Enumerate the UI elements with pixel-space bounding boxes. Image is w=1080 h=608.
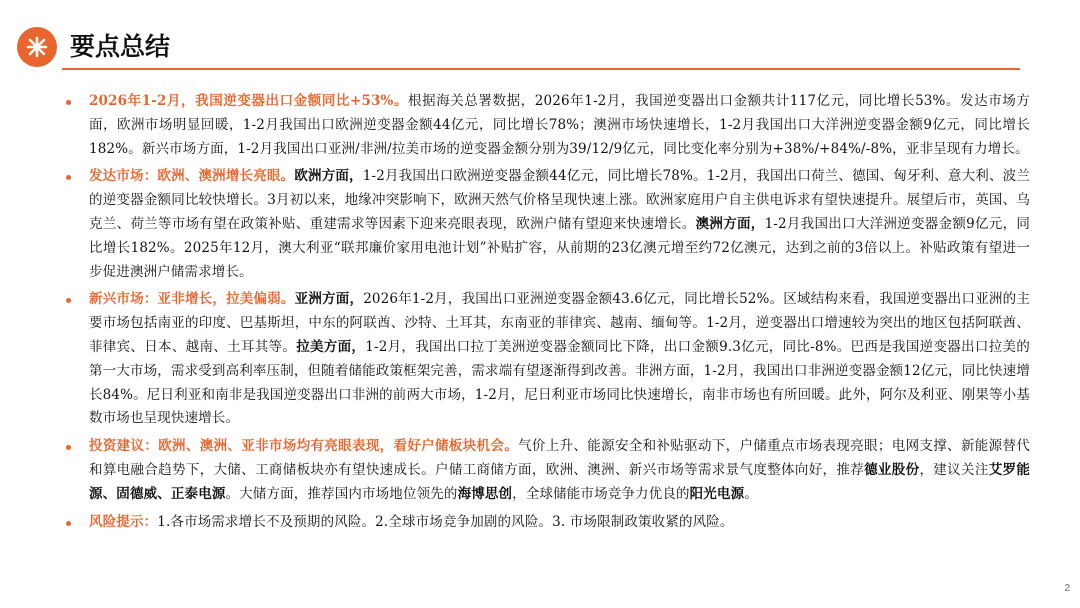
bullet-text: 根据海关总署数据，2026年1-2月，我国逆变器出口金额共计117亿元，同比增长53%。发达市场方面，欧洲市场明显回暖，1-2月我国出口欧洲逆变器金额44亿元，同比增长78%；澳洲市场快速增长，1-2月我国出口大洋洲逆变器金额9亿元，同比增长182%。新兴市场方面，1-2月我国出口亚洲/非洲/拉美市场的逆变器金额分别为39/12/9亿元，同比变化率分别为+38%/+84%/-8%，亚非呈现有力增长。 (89, 93, 1031, 157)
bullet-subhead-europe: 欧洲方面， (294, 168, 363, 185)
bullet-dot (66, 521, 71, 526)
slide-header (0, 0, 1080, 70)
bullet-dot (66, 100, 71, 105)
bullet-text: 1.各市场需求增长不及预期的风险。2.全球市场竞争加剧的风险。3. 市场限制政策收紧的风险。 (157, 513, 734, 530)
bullet-emerging-markets (60, 288, 1030, 431)
bullet-subhead-asia: 亚洲方面， (294, 291, 364, 308)
stock-name: 海博思创 (457, 485, 513, 502)
bullet-dot (66, 298, 71, 303)
stock-name: 阳光电源 (689, 485, 745, 502)
title-divider (62, 68, 1020, 70)
bullet-text: 2026年1-2月，我国出口亚洲逆变器金额43.6亿元，同比增长52%。区域结构来看，我国逆变器出口亚洲的主要市场包括南亚的印度、巴基斯坦，中东的阿联酋、沙特、土耳其，东南亚的菲律宾、越南、缅甸等。1-2月，逆变器出口增速较为突出的地区包括阿联酋、菲律宾、日本、越南、土耳其等。 (89, 291, 1030, 355)
page-number: 2 (1064, 583, 1070, 594)
bullet-text: 1-2月我国出口欧洲逆变器金额44亿元，同比增长78%。1-2月，我国出口荷兰、德国、匈牙利、意大利、波兰的逆变器金额同比较快增长。3月初以来，地缘冲突影响下，欧洲天然气价格呈现快速上涨。欧洲家庭用户自主供电诉求有望快速提升。展望后市，英国、乌克兰、荷兰等市场有望在政策补贴、重建需求等因素下迎来亮眼表现，欧洲户储有望迎来快速增长。 (89, 168, 1031, 232)
bullet-text: 。 (744, 485, 758, 502)
bullet-text: ，全球储能市场竞争力优良的 (512, 485, 690, 502)
bullet-lead: 新兴市场：亚非增长，拉美偏弱。 (89, 291, 295, 308)
bullet-text: 。大储方面，推荐国内市场地位领先的 (225, 485, 458, 502)
bullet-lead: 2026年1-2月，我国逆变器出口金额同比+53%。 (89, 93, 409, 109)
bullet-text: ，建议关注 (919, 461, 989, 478)
bullet-risk-warning (60, 511, 1030, 535)
bullet-developed-markets (60, 165, 1030, 284)
bullet-text: 1-2月我国出口大洋洲逆变器金额9亿元，同比增长182%。2025年12月，澳大利亚“联邦廉价家用电池计划”补贴扩容，从前期的23亿澳元增至约72亿澳元，达到之前的3倍以上。补贴政策有望进一步促进澳洲户储需求增长。 (89, 215, 1031, 280)
bullet-investment-advice (60, 435, 1030, 506)
page-title: 要点总结 (70, 32, 171, 61)
bullet-lead: 发达市场：欧洲、澳洲增长亮眼。 (89, 168, 295, 185)
bullet-export-overview (60, 90, 1030, 161)
bullet-text: 1-2月，我国出口拉丁美洲逆变器金额同比下降，出口金额9.3亿元，同比-8%。巴西是我国逆变器出口拉美的第一大市场，需求受到高利率压制，但随着储能政策框架完善，需求端有望逐渐得到改善。非洲方面，1-2月，我国出口非洲逆变器金额12亿元，同比快速增长84%。尼日利亚和南非是我国逆变器出口非洲的前两大市场，1-2月，尼日利亚市场同比快速增长，南非市场也有所回暖。此外，阿尔及利亚、刚果等小基数市场也呈现快速增长。 (89, 338, 1031, 427)
bullet-subhead-australia: 澳洲方面， (695, 215, 765, 232)
logo-badge (17, 27, 57, 67)
stock-name: 艾罗能源、固德威、正泰电源 (89, 461, 1031, 502)
bullet-dot (66, 445, 71, 450)
stock-name: 德业股份 (864, 461, 920, 478)
bullet-lead: 风险提示： (89, 513, 158, 530)
summary-bullets (60, 90, 1030, 538)
bullet-subhead-latam: 拉美方面， (296, 338, 366, 355)
bullet-dot (66, 175, 71, 180)
asterisk-icon (26, 36, 48, 58)
bullet-text: 气价上升、能源安全和补贴驱动下，户储重点市场表现亮眼；电网支撑、新能源替代和算电融合趋势下，大储、工商储板块亦有望快速成长。户储工商储方面，欧洲、澳洲、新兴市场等需求景气度整体向好，推荐 (89, 438, 1030, 478)
bullet-lead: 投资建议：欧洲、澳洲、亚非市场均有亮眼表现，看好户储板块机会。 (89, 438, 519, 455)
